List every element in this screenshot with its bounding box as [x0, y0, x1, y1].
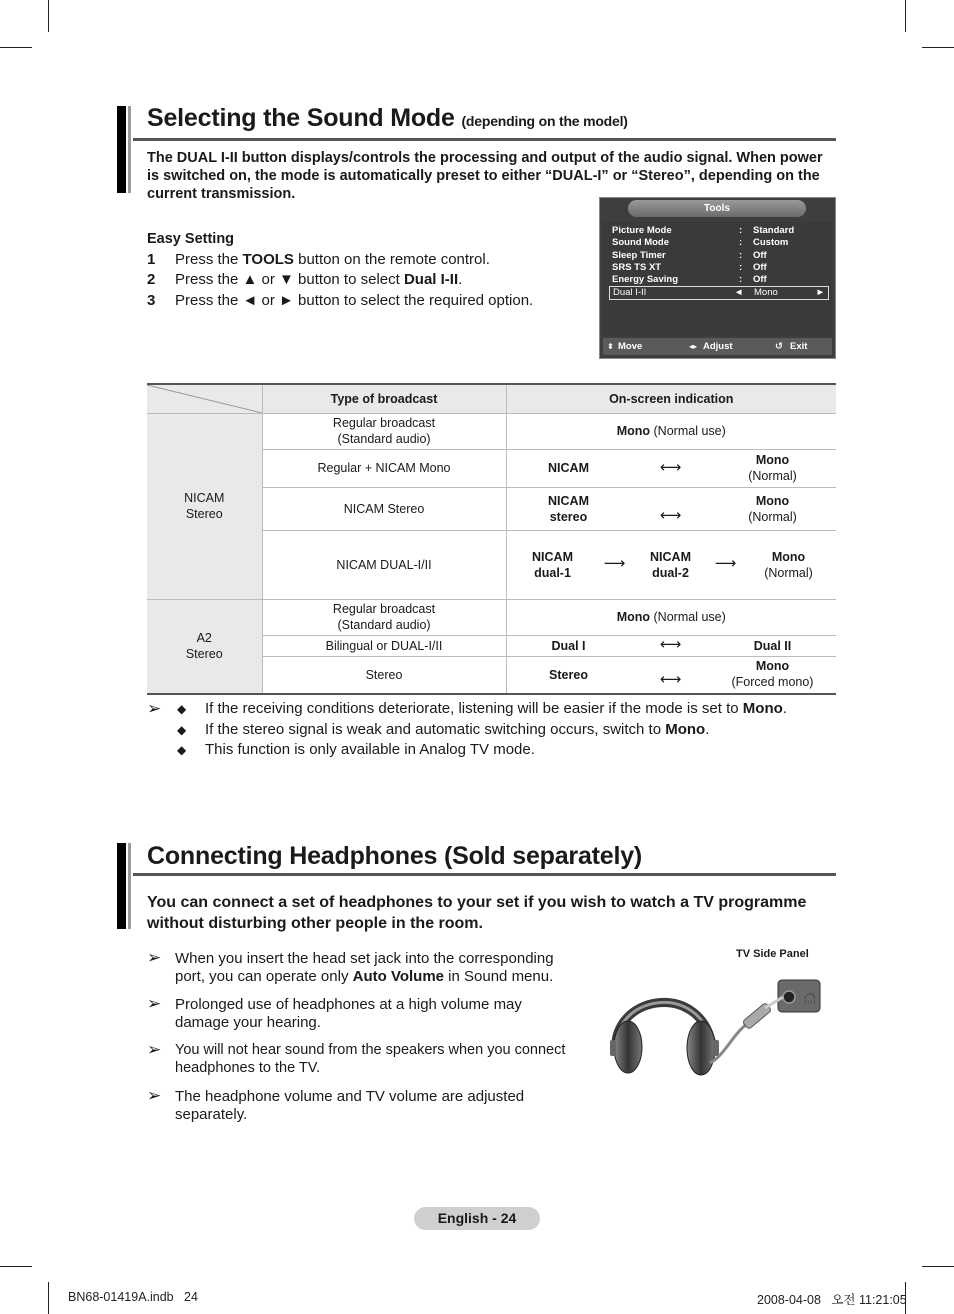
bidirectional-arrow-icon: ⟷ — [659, 635, 682, 653]
bidirectional-arrow-icon: ⟷ — [659, 670, 682, 688]
tools-menu-footer: ⬍ Move ◂▸ Adjust ↺ Exit — [603, 338, 832, 355]
adjust-icon: ◂▸ — [689, 342, 698, 351]
tv-side-panel-label: TV Side Panel — [736, 948, 809, 960]
note-item: ➢ When you insert the head set jack into the corresponding port, you can operate only Auto Volume in Sound menu. — [147, 948, 554, 985]
footer-timestamp: 2008-04-08 오전 11:21:05 — [757, 1293, 907, 1307]
section-rule — [133, 138, 836, 141]
easy-setting — [147, 229, 533, 311]
svg-text:🎧: 🎧 — [803, 992, 817, 1005]
tools-menu-screenshot — [599, 197, 836, 359]
group-nicam: NICAM Stereo — [147, 413, 262, 599]
diamond-bullet-icon: ◆ — [177, 702, 187, 716]
page-number-badge: English - 24 — [414, 1207, 540, 1230]
table-cell-type: Regular broadcast (Standard audio) — [262, 599, 506, 635]
pointer-arrow-icon: ➢ — [147, 1086, 162, 1105]
table-cell-indication: Mono (Normal use) — [506, 599, 836, 635]
table-cell-type: NICAM Stereo — [262, 487, 506, 530]
table-cell-indication: NICAM ⟷ Mono (Normal) — [506, 449, 836, 487]
tools-menu-row: SRS TS XT : Off — [612, 262, 767, 273]
crop-mark — [922, 47, 954, 48]
section-bar — [117, 106, 131, 193]
tools-menu-header: Tools — [628, 200, 806, 217]
crop-mark — [922, 1266, 954, 1267]
note-item: ◆ This function is only available in Analog TV mode. — [147, 740, 787, 761]
tools-menu-row-selected: Dual I-II ◄ Mono ► — [609, 286, 829, 300]
pointer-arrow-icon: ➢ — [147, 948, 162, 967]
note-item: ◆ If the stereo signal is weak and automatic switching occurs, switch to Mono. — [147, 720, 787, 741]
crop-mark — [0, 1266, 32, 1267]
diamond-bullet-icon: ◆ — [177, 722, 187, 737]
tools-menu-row: Sleep Timer : Off — [612, 250, 767, 261]
left-arrow-icon: ◄ — [734, 287, 744, 298]
note-item: ➢ Prolonged use of headphones at a high volume may damage your hearing. — [147, 994, 522, 1031]
table-cell-type: NICAM DUAL-I/II — [262, 530, 506, 599]
section-subtitle: (depending on the model) — [461, 113, 628, 129]
easy-setting-heading: Easy Setting — [147, 231, 235, 247]
table-cell-type: Stereo — [262, 656, 506, 694]
right-arrow-icon: ⟶ — [714, 554, 737, 572]
note-item: ➢ You will not hear sound from the speakers when you connect headphones to the TV. — [147, 1040, 566, 1076]
tools-menu-body — [603, 222, 832, 336]
diagonal-line — [147, 385, 262, 413]
right-arrow-icon: ► — [815, 287, 825, 298]
sound-mode-notes — [147, 699, 787, 761]
crop-mark — [48, 0, 49, 32]
tools-menu-row: Energy Saving : Off — [612, 274, 767, 285]
table-cell-type: Regular + NICAM Mono — [262, 449, 506, 487]
section-rule — [133, 873, 836, 876]
bidirectional-arrow-icon: ⟷ — [659, 506, 682, 524]
headphone-notes — [147, 950, 567, 1134]
table-cell-type: Bilingual or DUAL-I/II — [262, 635, 506, 656]
section-intro: The DUAL I-II button displays/controls the processing and output of the audio signal. When power is switched on, the mode is automatically preset to either “DUAL-I” or “Stereo”, depending on the current transmission. — [147, 150, 823, 202]
section-title-sound-mode: Selecting the Sound Mode (depending on the model) — [147, 104, 628, 132]
table-cell-indication: Stereo ⟷ Mono (Forced mono) — [506, 656, 836, 694]
group-a2: A2 Stereo — [147, 599, 262, 694]
tools-menu-row: Picture Mode : Standard — [612, 225, 795, 236]
return-icon: ↺ — [775, 341, 783, 352]
headphones-illustration — [600, 975, 825, 1085]
crop-mark — [905, 0, 906, 32]
section-bar — [117, 843, 131, 929]
section-intro: You can connect a set of headphones to your set if you wish to watch a TV programme without disturbing other people in the room. — [147, 894, 807, 932]
crop-mark — [48, 1282, 49, 1314]
table-cell-indication: NICAM stereo ⟷ Mono (Normal) — [506, 487, 836, 530]
table-corner-cell — [147, 384, 262, 413]
step-item: 2 Press the ▲ or ▼ button to select Dual I-II. — [147, 271, 463, 288]
table-cell-indication: Mono (Normal use) — [506, 413, 836, 449]
bidirectional-arrow-icon: ⟷ — [659, 458, 682, 476]
step-item: 1 Press the TOOLS button on the remote control. — [147, 250, 490, 268]
crop-mark — [0, 47, 32, 48]
note-item: ➢ The headphone volume and TV volume are adjusted separately. — [147, 1086, 525, 1123]
table-cell-indication: Dual I ⟷ Dual II — [506, 635, 836, 656]
pointer-arrow-icon: ➢ — [147, 699, 162, 718]
diamond-bullet-icon: ◆ — [177, 743, 187, 757]
section-title-headphones: Connecting Headphones (Sold separately) — [147, 842, 643, 870]
step-item: 3 Press the ◄ or ► button to select the required option. — [147, 291, 534, 309]
pointer-arrow-icon: ➢ — [147, 1040, 162, 1059]
move-icon: ⬍ — [607, 342, 614, 351]
table-cell-indication: NICAM dual-1 ⟶ NICAM dual-2 ⟶ Mono (Normal) — [506, 530, 836, 599]
table-cell-type: Regular broadcast (Standard audio) — [262, 413, 506, 449]
footer-file-info: BN68-01419A.indb 24 — [68, 1290, 198, 1304]
note-item: ➢ ◆ If the receiving conditions deteriorate, listening will be easier if the mode is set to Mono. — [147, 699, 787, 718]
tools-menu-row: Sound Mode : Custom — [612, 237, 789, 248]
right-arrow-icon: ⟶ — [603, 554, 626, 572]
pointer-arrow-icon: ➢ — [147, 994, 162, 1013]
table-header-indication: On-screen indication — [506, 384, 836, 413]
broadcast-table — [147, 383, 836, 695]
table-header-type: Type of broadcast — [262, 384, 506, 413]
